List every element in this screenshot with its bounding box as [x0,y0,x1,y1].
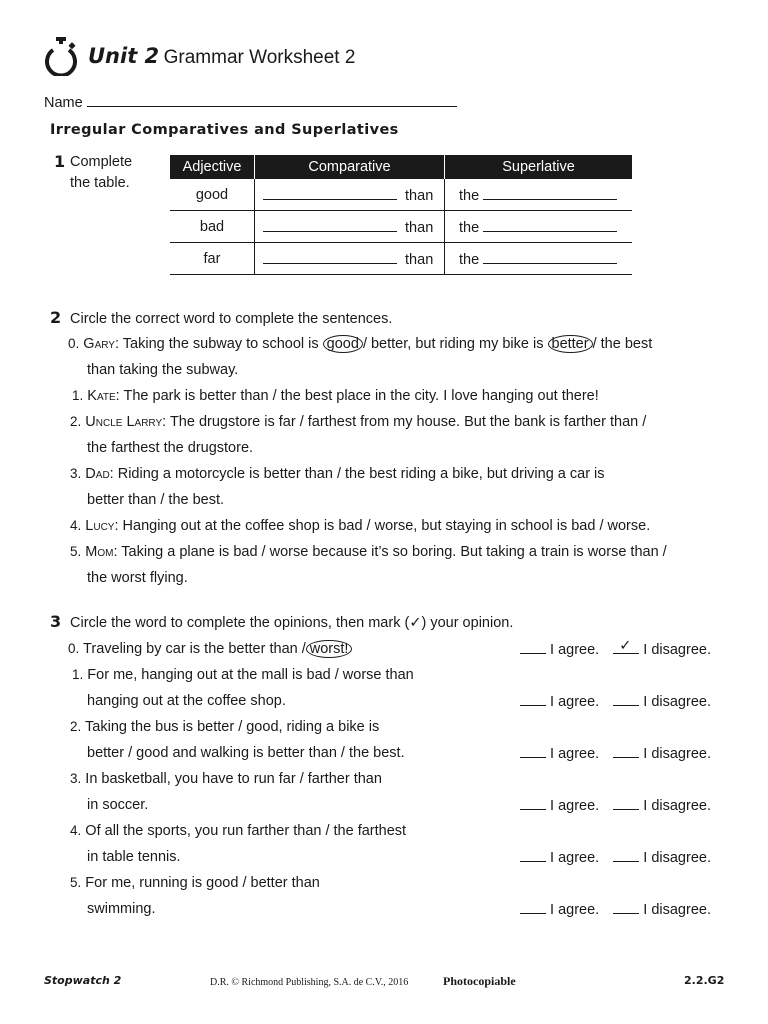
disagree-blank[interactable] [613,899,639,914]
instruction-text: ) your opinion. [421,615,514,631]
exercise-2-item-5 [70,542,667,562]
the-label: the [459,252,480,268]
check-mark-icon: ✓ [619,638,632,654]
item-number: 3. [70,466,82,481]
sentence-text: Riding a motorcycle is better than / the best riding a bike, but driving a car is [117,466,605,482]
disagree-blank[interactable] [613,795,639,810]
item-number: 3. [70,771,82,786]
disagree-label: I disagree. [643,694,711,710]
superlative-blank[interactable] [483,185,617,200]
exercise-3-item-3 [70,769,382,789]
disagree-label: I disagree. [643,642,711,658]
item-number: 2. [70,414,82,429]
comparative-cell [255,211,445,243]
unit-label: Unit 2 [88,44,160,68]
sentence-text: The drugstore is far / farthest from my house. But the bank is farther than / [169,414,647,430]
sentence-part: / better, but riding my bike is [362,336,548,352]
comparative-blank[interactable] [263,185,397,200]
than-label: than [405,188,434,204]
sentence-text: Of all the sports, you run farther than / the farthest [85,823,407,839]
exercise-3-item-4-line2: in table tennis. [87,849,181,865]
agree-label: I agree. [550,902,600,918]
opinion-options [520,743,711,764]
than-label: than [405,252,434,268]
item-number: 5. [70,875,82,890]
item-number: 2. [70,719,82,734]
exercise-3-item-1-line2: hanging out at the coffee shop. [87,693,286,709]
exercise-2-instruction: Circle the correct word to complete the sentences. [70,311,393,327]
circled-answer: good [323,335,363,353]
sentence-text: Taking a plane is bad / worse because it’s so boring. But taking a train is worse than / [121,544,667,560]
worksheet-title [88,44,355,69]
agree-blank[interactable] [520,743,546,758]
disagree-label: I disagree. [643,746,711,762]
superlative-cell [445,211,633,243]
opinion-options [520,639,711,660]
comparative-cell [255,243,445,275]
disagree-blank[interactable] [613,691,639,706]
agree-label: I agree. [550,694,600,710]
agree-blank[interactable] [520,847,546,862]
exercise-2-item-4 [70,516,650,536]
table-header-row [170,155,632,179]
circled-answer: better [548,335,593,353]
disagree-blank[interactable] [613,743,639,758]
exercise-1-number: 1 [54,152,66,171]
exercise-3-instruction [70,613,513,633]
speaker-name: Lucy: [85,518,119,534]
exercise-3-item-5-line2: swimming. [87,901,156,917]
disagree-blank[interactable] [613,639,639,654]
exercise-3-item-4 [70,821,406,841]
header-superlative: Superlative [445,155,633,179]
item-number: 0. [68,641,80,656]
sentence-text: Taking the bus is better / good, riding a bike is [85,719,380,735]
agree-blank[interactable] [520,899,546,914]
disagree-label: I disagree. [643,902,711,918]
sentence-text: Hanging out at the coffee shop is bad / worse, but staying in school is bad / worse. [122,518,651,534]
exercise-2-item-0 [68,334,652,354]
exercise-2-item-2 [70,412,646,432]
comparative-blank[interactable] [263,217,397,232]
exercise-1-instruction-line1: Complete [70,154,133,170]
agree-blank[interactable] [520,691,546,706]
exercise-2-item-3-line2: better than / the best. [87,492,225,508]
name-field[interactable] [87,92,457,107]
name-label: Name [44,95,83,111]
sentence-part: Taking the subway to school is [122,336,323,352]
table-row [170,211,632,243]
exercise-3-item-2 [70,717,379,737]
circled-answer: worst! [306,640,353,658]
the-label: the [459,188,480,204]
opinion-options [520,691,711,712]
footer-brand: Stopwatch 2 [44,974,122,987]
comparative-blank[interactable] [263,249,397,264]
opinion-options [520,899,711,920]
check-mark-icon: ✓ [409,615,422,631]
speaker-name: Mom: [85,544,118,560]
comparatives-table [170,155,632,275]
name-row [44,92,457,113]
item-number: 5. [70,544,82,559]
item-number: 1. [72,388,84,403]
footer-photocopiable: Photocopiable [443,974,516,988]
stopwatch-icon [44,36,78,76]
adjective-cell: bad [170,211,255,243]
agree-label: I agree. [550,850,600,866]
item-number: 1. [72,667,84,682]
agree-label: I agree. [550,746,600,762]
instruction-text: Circle the word to complete the opinions, then mark ( [70,615,410,631]
exercise-2-item-3 [70,464,605,484]
opinion-options [520,795,711,816]
sentence-text: In basketball, you have to run far / farther than [85,771,382,787]
superlative-blank[interactable] [483,217,617,232]
header-adjective: Adjective [170,155,255,179]
speaker-name: Kate: [87,388,120,404]
footer-code: 2.2.G2 [684,974,725,987]
exercise-2-number: 2 [50,308,62,327]
sentence-text: Traveling by car is the better than / [83,641,306,657]
footer-copyright: D.R. © Richmond Publishing, S.A. de C.V., 2016 [210,977,409,988]
table-row [170,179,632,211]
sentence-text: For me, running is good / better than [85,875,320,891]
adjective-cell: good [170,179,255,211]
sentence-text: For me, hanging out at the mall is bad / worse than [87,667,414,683]
item-number: 4. [70,823,82,838]
exercise-3-example [68,639,352,659]
disagree-label: I disagree. [643,798,711,814]
superlative-cell [445,179,633,211]
exercise-2-item-2-line2: the farthest the drugstore. [87,440,254,456]
agree-label: I agree. [550,642,600,658]
item-number: 0. [68,336,80,351]
agree-label: I agree. [550,798,600,814]
exercise-3-item-3-line2: in soccer. [87,797,149,813]
exercise-3-item-1 [72,665,414,685]
table-row [170,243,632,275]
sentence-text: The park is better than / the best place in the city. I love hanging out there! [123,388,599,404]
speaker-name: Dad: [85,466,114,482]
than-label: than [405,220,434,236]
exercise-1-instruction-line2: the table. [70,175,130,191]
exercise-3-number: 3 [50,612,62,631]
the-label: the [459,220,480,236]
exercise-3-item-5 [70,873,320,893]
exercise-2-item-5-line2: the worst flying. [87,570,188,586]
agree-blank[interactable] [520,639,546,654]
opinion-options [520,847,711,868]
speaker-name: Uncle Larry: [85,414,167,430]
item-number: 4. [70,518,82,533]
superlative-cell [445,243,633,275]
agree-blank[interactable] [520,795,546,810]
speaker-name: Gary: [83,336,119,352]
sentence-part: / the best [592,336,653,352]
disagree-blank[interactable] [613,847,639,862]
header-comparative: Comparative [255,155,445,179]
adjective-cell: far [170,243,255,275]
disagree-label: I disagree. [643,850,711,866]
exercise-2-item-0-line2: than taking the subway. [87,362,239,378]
exercise-2-item-1 [72,386,599,406]
worksheet-subtitle: Grammar Worksheet 2 [163,47,356,68]
exercise-3-item-2-line2: better / good and walking is better than / the best. [87,745,405,761]
comparative-cell [255,179,445,211]
superlative-blank[interactable] [483,249,617,264]
section-title: Irregular Comparatives and Superlatives [50,122,399,138]
